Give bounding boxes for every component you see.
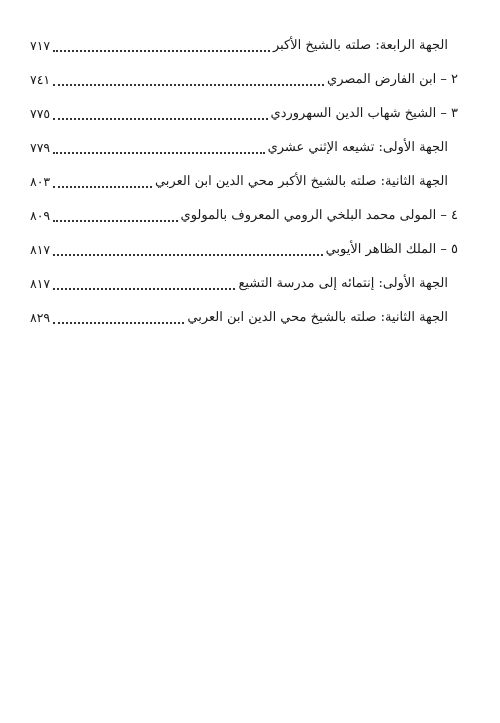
toc-entry [30, 36, 460, 56]
dot-leader [53, 144, 264, 154]
toc-entry [30, 70, 460, 90]
toc-entry [30, 274, 460, 294]
toc-entry-page: ٨٠٩ [30, 208, 51, 223]
toc-entry-title: ٣ – الشيخ شهاب الدين السهروردي [270, 106, 458, 121]
dot-leader [53, 42, 270, 52]
dot-leader [53, 314, 184, 324]
toc-entry-page: ٧٤١ [30, 72, 51, 87]
dot-leader [53, 280, 235, 290]
toc-entry-page: ٧٧٥ [30, 106, 51, 121]
toc-entry-page: ٧٧٩ [30, 140, 51, 155]
toc-entry [30, 308, 460, 328]
toc-entry [30, 172, 460, 192]
toc-entry-title: ٤ – المولى محمد البلخي الرومي المعروف بالمولوي [180, 208, 458, 223]
toc-entry-title: الجهة الثانية: صلته بالشيخ محي الدين ابن العربي [187, 310, 448, 325]
toc-entry-title: الجهة الرابعة: صلته بالشيخ الأكبر [272, 38, 448, 53]
toc-entry-title: الجهة الثانية: صلته بالشيخ الأكبر محي الدين ابن العربي [154, 174, 448, 189]
dot-leader [53, 246, 322, 256]
toc-entry-page: ٧١٧ [30, 38, 51, 53]
toc-entry [30, 104, 460, 124]
toc-entry-title: الجهة الأولى: تشيعه الإثني عشري [267, 140, 448, 155]
toc-entry-title: ٢ – ابن الفارض المصري [327, 72, 458, 87]
toc-entry-page: ٨٢٩ [30, 310, 51, 325]
toc-entry [30, 206, 460, 226]
toc-entry-page: ٨١٧ [30, 242, 51, 257]
toc-entry-title: ٥ – الملك الظاهر الأيوبي [325, 242, 458, 257]
dot-leader [53, 212, 177, 222]
table-of-contents [30, 36, 460, 342]
toc-entry [30, 240, 460, 260]
dot-leader [53, 110, 267, 120]
toc-entry-page: ٨٠٣ [30, 174, 51, 189]
toc-entry-title: الجهة الأولى: إنتمائه إلى مدرسة التشيع [238, 276, 448, 291]
dot-leader [53, 178, 152, 188]
dot-leader [53, 76, 324, 86]
toc-entry-page: ٨١٧ [30, 276, 51, 291]
toc-entry [30, 138, 460, 158]
